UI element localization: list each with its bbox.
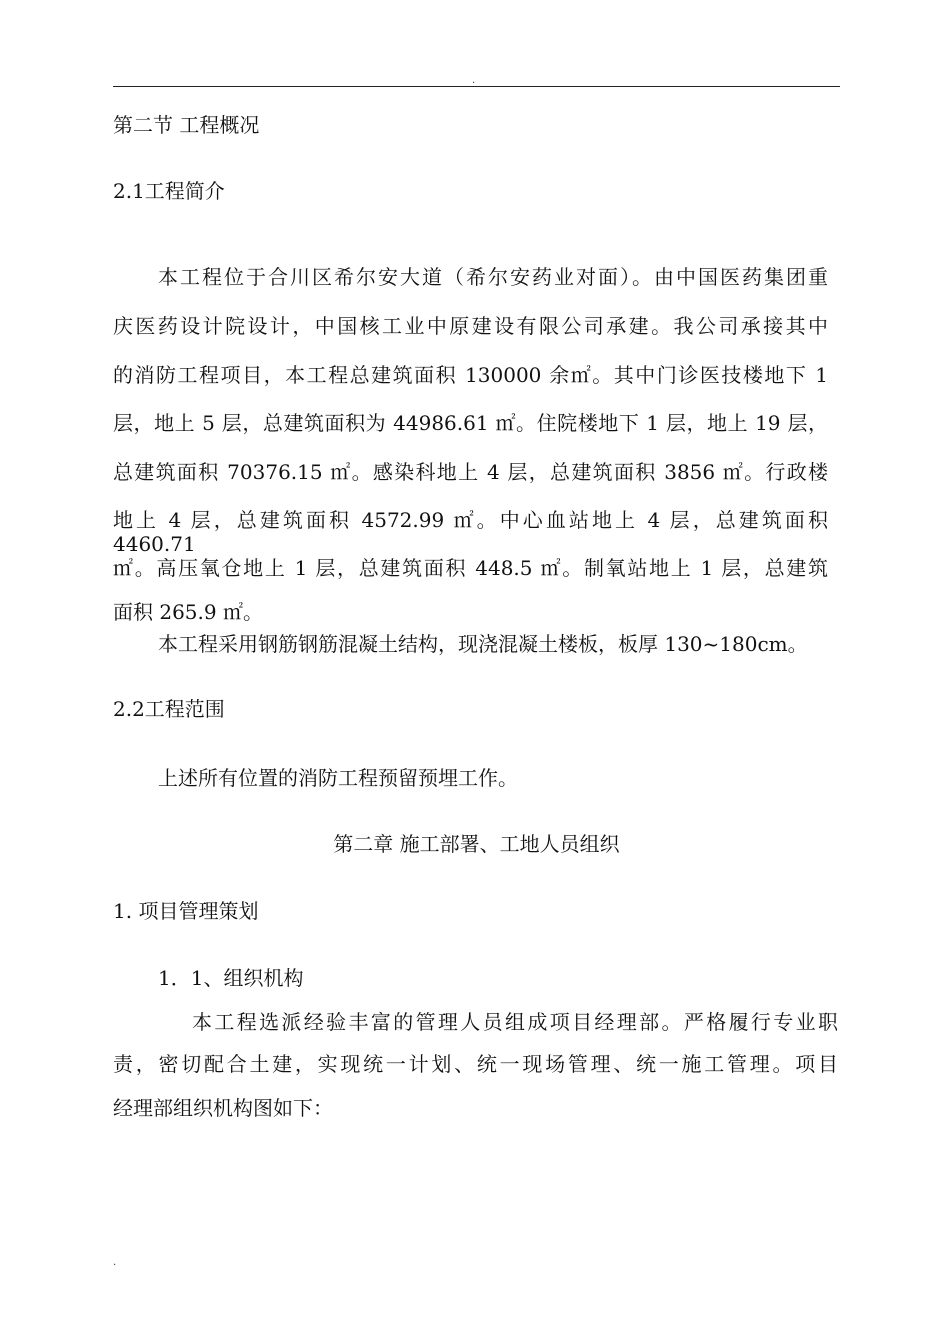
footer-mark: . (113, 1257, 117, 1268)
structure-paragraph: 本工程采用钢筋钢筋混凝土结构，现浇混凝土楼板，板厚 130~180cm。 (158, 632, 808, 656)
subsection-heading-1-1: 1．1、组织机构 (158, 966, 304, 990)
header-mark: . (472, 75, 476, 86)
subsection-heading-2-2: 2.2工程范围 (113, 697, 225, 721)
paragraph-line: 的消防工程项目，本工程总建筑面积 130000 余㎡。其中门诊医技楼地下 1 (113, 363, 828, 387)
paragraph-line: 本工程位于合川区希尔安大道（希尔安药业对面）。由中国医药集团重 (158, 265, 828, 289)
section-title: 第二节 工程概况 (113, 113, 260, 137)
section-heading-1: 1. 项目管理策划 (113, 899, 259, 923)
chapter-title: 第二章 施工部署、工地人员组织 (333, 832, 620, 856)
paragraph-line: ㎡。高压氧仓地上 1 层，总建筑面积 448.5 ㎡。制氧站地上 1 层，总建筑 (113, 556, 828, 580)
header-rule (113, 86, 840, 87)
scope-paragraph: 上述所有位置的消防工程预留预埋工作。 (158, 766, 518, 790)
paragraph-line: 总建筑面积 70376.15 ㎡。感染科地上 4 层，总建筑面积 3856 ㎡。行政楼 (113, 460, 828, 484)
paragraph-line: 庆医药设计院设计，中国核工业中原建设有限公司承建。我公司承接其中 (113, 314, 828, 338)
paragraph-line: 经理部组织机构图如下： (113, 1096, 333, 1120)
paragraph-line: 地上 4 层，总建筑面积 4572.99 ㎡。中心血站地上 4 层，总建筑面积 4460.71 (113, 508, 828, 556)
paragraph-line: 层，地上 5 层，总建筑面积为 44986.61 ㎡。住院楼地下 1 层，地上 19 层， (113, 411, 828, 435)
paragraph-line: 本工程选派经验丰富的管理人员组成项目经理部。严格履行专业职 (192, 1010, 838, 1034)
subsection-heading-2-1: 2.1工程简介 (113, 179, 225, 203)
paragraph-line: 面积 265.9 ㎡。 (113, 600, 263, 624)
paragraph-line: 责，密切配合土建，实现统一计划、统一现场管理、统一施工管理。项目 (113, 1052, 838, 1076)
